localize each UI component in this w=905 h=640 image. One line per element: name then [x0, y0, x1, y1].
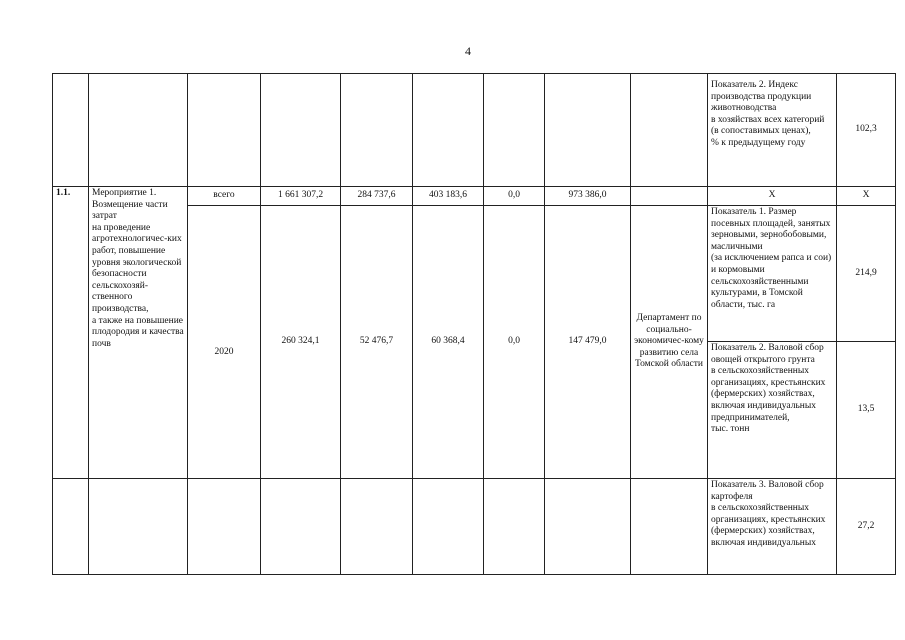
amount-federal: 284 737,6 — [341, 187, 413, 206]
measure-name: Мероприятие 1. Возмещение части затрат на проведение агротехнологичес-ких работ, повышение уровня экологической безопасности сельскохозяй-ственного производства, а также на повышение плодородия и качества почв — [89, 187, 188, 479]
empty-cell — [413, 479, 484, 575]
empty-cell — [188, 479, 261, 575]
indicator-text: Показатель 2. Валовой сбор овощей открытого грунта в сельскохозяйственных организациях, крестьянских (фермерских) хозяйствах, включая индивидуальных предпринимателей, тыс. тонн — [708, 342, 837, 479]
amount-total: 260 324,1 — [261, 206, 341, 479]
amount-extra: 973 386,0 — [545, 187, 631, 206]
empty-cell — [484, 74, 545, 187]
indicator-value: 27,2 — [837, 479, 896, 575]
empty-cell — [631, 74, 708, 187]
empty-cell — [484, 479, 545, 575]
empty-cell — [341, 479, 413, 575]
empty-cell — [341, 74, 413, 187]
amount-federal: 52 476,7 — [341, 206, 413, 479]
amount-local: 0,0 — [484, 206, 545, 479]
amount-local: 0,0 — [484, 187, 545, 206]
table-row — [53, 187, 896, 206]
indicator-value: 102,3 — [837, 74, 896, 187]
empty-cell — [261, 74, 341, 187]
indicator-text: Х — [708, 187, 837, 206]
empty-cell — [545, 74, 631, 187]
empty-cell — [53, 479, 89, 575]
amount-regional: 403 183,6 — [413, 187, 484, 206]
empty-cell — [89, 74, 188, 187]
empty-cell — [89, 479, 188, 575]
period-total: всего — [188, 187, 261, 206]
empty-cell — [53, 74, 89, 187]
indicator-text: Показатель 2. Индекс производства продукции животноводства в хозяйствах всех категорий (в сопоставимых ценах), % к предыдущему году — [708, 74, 837, 187]
indicator-text: Показатель 1. Размер посевных площадей, занятых зерновыми, зернобобовыми, масличными (за исключением рапса и сои) и кормовыми сельскохозяйственными культурами, в Томской области, тыс. га — [708, 206, 837, 342]
indicator-value: Х — [837, 187, 896, 206]
period-year: 2020 — [188, 206, 261, 479]
amount-total: 1 661 307,2 — [261, 187, 341, 206]
empty-cell — [261, 479, 341, 575]
table-row — [53, 74, 896, 187]
empty-cell — [631, 479, 708, 575]
indicator-value: 214,9 — [837, 206, 896, 342]
empty-cell — [545, 479, 631, 575]
table-row — [53, 479, 896, 575]
page-number: 4 — [465, 44, 471, 58]
measure-number: 1.1. — [53, 187, 89, 479]
indicator-text: Показатель 3. Валовой сбор картофеля в сельскохозяйственных организациях, крестьянских (фермерских) хозяйствах, включая индивидуальных — [708, 479, 837, 575]
executor: Департамент по социально-экономичес-кому развитию села Томской области — [631, 206, 708, 479]
empty-cell — [188, 74, 261, 187]
amount-regional: 60 368,4 — [413, 206, 484, 479]
empty-cell — [631, 187, 708, 206]
indicator-value: 13,5 — [837, 342, 896, 479]
empty-cell — [413, 74, 484, 187]
amount-extra: 147 479,0 — [545, 206, 631, 479]
program-table — [52, 73, 896, 575]
